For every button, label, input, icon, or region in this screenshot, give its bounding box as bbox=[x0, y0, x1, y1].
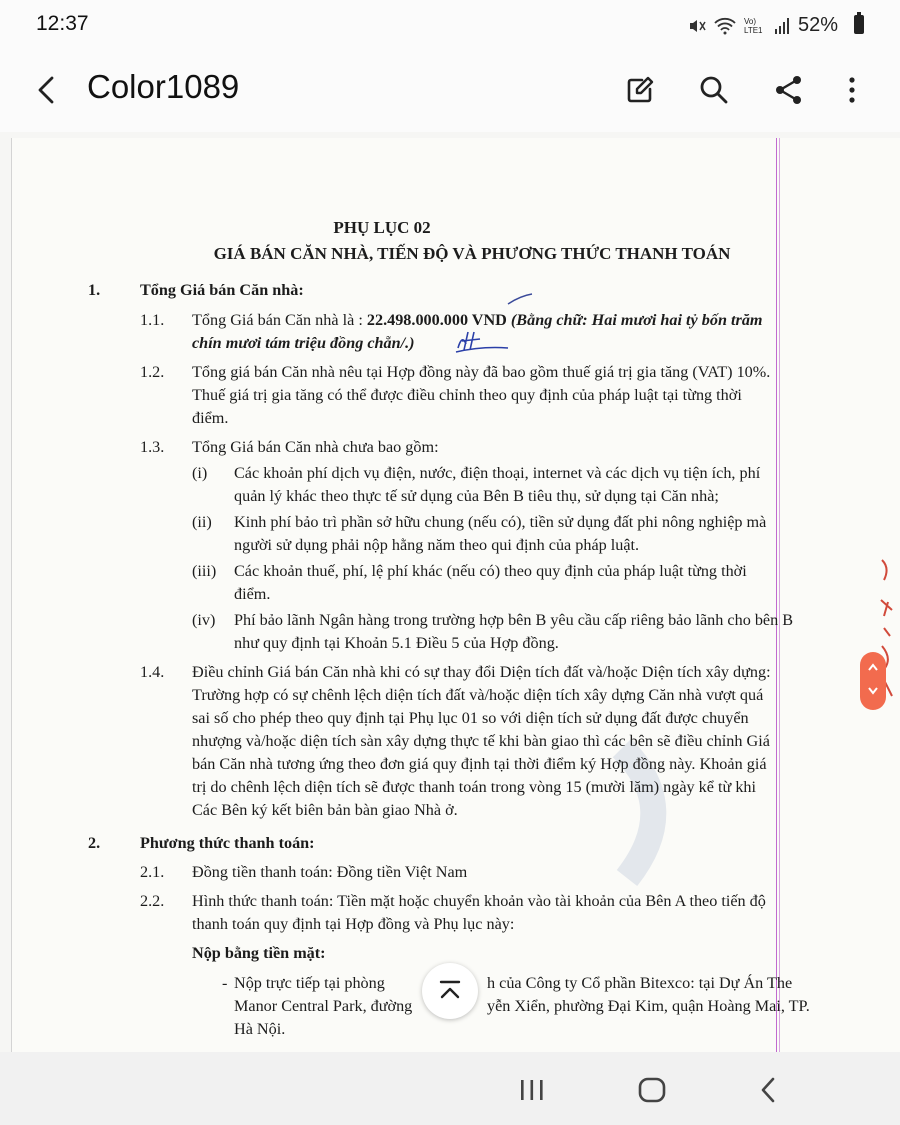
item-text: người sử dụng phải nộp hằng năm theo qui định của pháp luật. bbox=[234, 536, 640, 554]
clause-text: điểm. bbox=[192, 409, 229, 427]
document-page bbox=[12, 138, 900, 1052]
item-text: Các khoản thuế, phí, lệ phí khác (nếu có) theo quy định của pháp luật từng thời bbox=[234, 562, 747, 580]
appendix-subheading: GIÁ BÁN CĂN NHÀ, TIẾN ĐỘ VÀ PHƯƠNG THỨC THANH TOÁN bbox=[213, 244, 731, 263]
status-bar bbox=[0, 0, 900, 54]
margin-line bbox=[776, 138, 777, 1052]
item-text: Phí bảo lãnh Ngân hàng trong trường hợp bên B yêu cầu cấp riêng bảo lãnh cho bên B bbox=[234, 611, 794, 629]
clause-text: Trường hợp có sự chênh lệch diện tích đất và/hoặc diện tích xây dựng Căn nhà vượt quá bbox=[192, 686, 764, 704]
pen-mark bbox=[506, 292, 534, 308]
clause-text: chín mươi tám triệu đồng chẵn/.) bbox=[192, 334, 415, 352]
clause-text: Hình thức thanh toán: Tiền mặt hoặc chuyển khoản vào tài khoản của Bên A theo tiến độ bbox=[192, 892, 766, 910]
item-text: quản lý khác theo thực tế sử dụng của Bên B tiêu thụ, sử dụng tại Căn nhà; bbox=[234, 487, 719, 505]
back-arrow-icon[interactable] bbox=[30, 72, 66, 108]
item-text: Manor Central Park, đường bbox=[234, 997, 413, 1015]
network-label: Vo) LTE1 bbox=[743, 16, 763, 35]
clause-number: 1.4. bbox=[140, 663, 165, 681]
clause-number: 1.1. bbox=[140, 311, 165, 329]
scroll-up-icon bbox=[436, 977, 464, 1005]
section-number: 2. bbox=[88, 834, 101, 852]
clause-text: Tổng Giá bán Căn nhà là : 22.498.000.000 VND (Bằng chữ: Hai mươi hai tỷ bốn trăm bbox=[192, 311, 763, 329]
item-number: (iv) bbox=[192, 611, 216, 629]
status-icons bbox=[688, 14, 838, 37]
document-title: Color1089 bbox=[87, 68, 240, 105]
clause-text: Đồng tiền thanh toán: Đồng tiền Việt Nam bbox=[192, 863, 468, 881]
clause-number: 2.1. bbox=[140, 863, 165, 881]
search-icon[interactable] bbox=[696, 72, 732, 108]
clause-text: Điều chỉnh Giá bán Căn nhà khi có sự thay đổi Diện tích đất và/hoặc Diện tích xây dựng: bbox=[192, 663, 771, 681]
item-text: yễn Xiển, phường Đại Kim, quận Hoàng Mai, TP. bbox=[487, 997, 810, 1015]
clause-text: trị do chênh lệch diện tích sẽ được thanh toán trong vòng 15 (mười lăm) ngày kể từ khi bbox=[192, 778, 757, 796]
clause-text: Tổng giá bán Căn nhà nêu tại Hợp đồng này đã bao gồm thuế giá trị gia tăng (VAT) 10%. bbox=[192, 363, 771, 381]
item-text: Các khoản phí dịch vụ điện, nước, điện thoại, internet và các dịch vụ tiện ích, phí bbox=[234, 464, 761, 482]
section-title: Phương thức thanh toán: bbox=[140, 834, 315, 852]
item-text: h của Công ty Cổ phần Bitexco: tại Dự Án The bbox=[487, 974, 793, 992]
clause-number: 1.3. bbox=[140, 438, 165, 456]
chevron-up-icon bbox=[867, 662, 879, 672]
battery-icon bbox=[854, 15, 864, 34]
wifi-icon bbox=[714, 17, 736, 35]
section-title: Tổng Giá bán Căn nhà: bbox=[140, 281, 304, 299]
scroll-to-top-button[interactable] bbox=[422, 963, 478, 1019]
more-vert-icon[interactable] bbox=[834, 72, 870, 108]
clause-text: thanh toán quy định tại Hợp đồng và Phụ lục này: bbox=[192, 915, 515, 933]
app-bar bbox=[0, 54, 900, 132]
battery-percent: 52% bbox=[797, 14, 838, 36]
status-time: 12:37 bbox=[36, 12, 89, 35]
clause-text: Các Bên ký kết biên bản bàn giao Nhà ở. bbox=[192, 801, 458, 819]
margin-line bbox=[779, 138, 780, 1052]
clause-text: Tổng Giá bán Căn nhà chưa bao gồm: bbox=[192, 438, 439, 456]
signal-icon bbox=[774, 17, 790, 35]
system-nav-bar bbox=[0, 1052, 900, 1125]
fast-scroll-handle[interactable] bbox=[860, 652, 886, 710]
chevron-down-icon bbox=[867, 686, 879, 696]
item-text: Nộp trực tiếp tại phòng bbox=[234, 974, 385, 992]
clause-text: nhượng và/hoặc diện tích sàn xây dựng thực tế khi bàn giao thì các bên sẽ điều chỉnh Giá bbox=[192, 732, 770, 750]
item-text: như quy định tại Khoản 5.1 Điều 5 của Hợp đồng. bbox=[234, 634, 559, 652]
section-number: 1. bbox=[88, 281, 101, 299]
item-text: điểm. bbox=[234, 585, 271, 603]
edit-icon[interactable] bbox=[622, 72, 658, 108]
item-number: (iii) bbox=[192, 562, 217, 580]
item-number: (i) bbox=[192, 464, 208, 482]
document-viewer[interactable] bbox=[0, 132, 900, 1052]
recent-apps-icon[interactable] bbox=[517, 1077, 547, 1103]
subsection-title: Nộp bằng tiền mặt: bbox=[192, 944, 326, 962]
signature-mark bbox=[452, 326, 512, 356]
share-icon[interactable] bbox=[771, 72, 807, 108]
clause-text: sai số cho phép theo quy định tại Phụ lục 01 so với diện tích sử dụng đất được chuyển bbox=[192, 709, 749, 727]
clause-number: 2.2. bbox=[140, 892, 165, 910]
clause-text: Thuế giá trị gia tăng có thể được điều chỉnh theo quy định của pháp luật tại từng thời bbox=[192, 386, 742, 404]
back-icon[interactable] bbox=[756, 1076, 780, 1104]
item-number: (ii) bbox=[192, 513, 212, 531]
home-icon[interactable] bbox=[637, 1076, 667, 1104]
item-text: Hà Nội. bbox=[234, 1020, 286, 1038]
clause-number: 1.2. bbox=[140, 363, 165, 381]
bullet-dash: - bbox=[222, 974, 228, 992]
appendix-heading: PHỤ LỤC 02 bbox=[333, 218, 431, 237]
item-text: Kinh phí bảo trì phần sở hữu chung (nếu có), tiền sử dụng đất phi nông nghiệp mà bbox=[234, 513, 767, 531]
mute-icon bbox=[688, 17, 706, 35]
clause-text: bán Căn nhà tương ứng theo đơn giá quy định tại thời điểm ký Hợp đồng này. Khoản giá bbox=[192, 755, 767, 773]
